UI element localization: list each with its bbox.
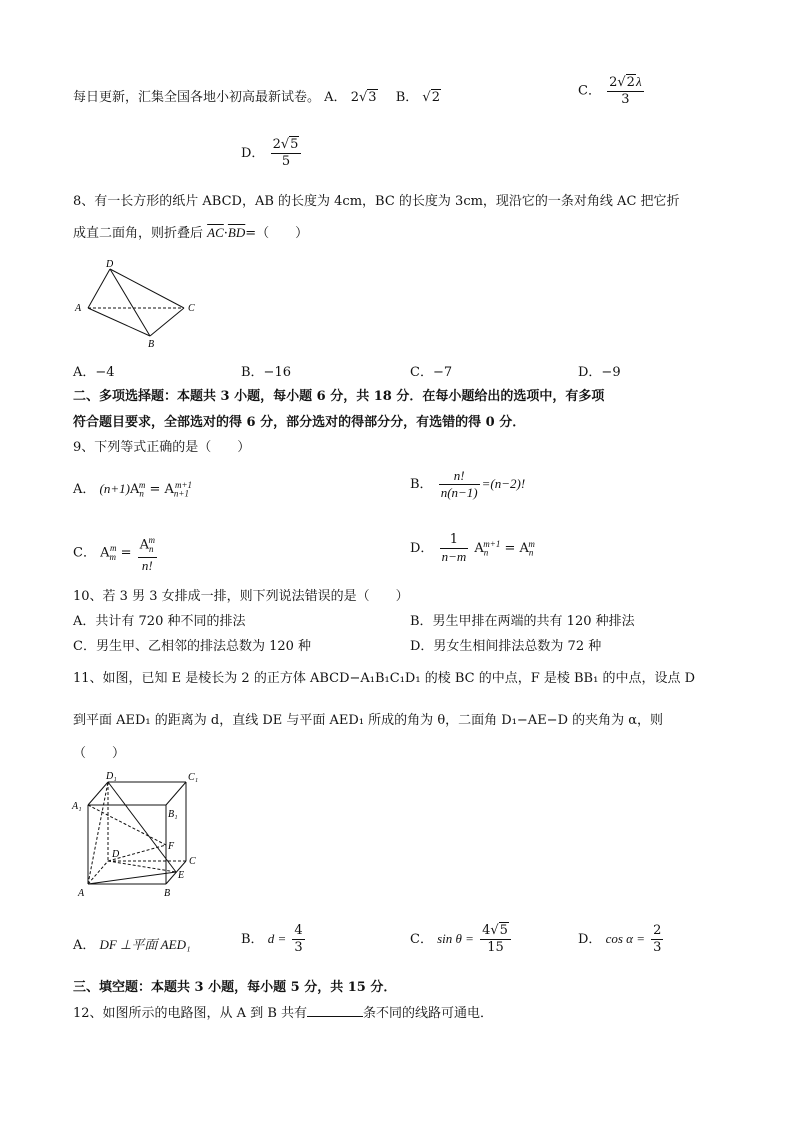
label-c: C	[189, 856, 196, 867]
q8-option-a: A．−4	[73, 365, 115, 380]
q11-option-d: D． cos α = $\frac{2}{3}$	[578, 923, 662, 955]
q11-line2: 到平面 AED₁ 的距离为 d，直线 DE 与平面 AED₁ 所成的角为 θ，二面角 D₁−AE−D 的夹角为 α，则	[73, 713, 664, 728]
section3-heading: 三、填空题：本题共 3 小题，每小题 5 分，共 15 分．	[73, 980, 397, 995]
q8-line2: 成直二面角，则折叠后 $\overline{AC}\cdot\overline{BD}=$（ ）	[73, 225, 309, 241]
q9-option-d: D． $\frac{1}{n-m}$ $A_n^{m+1} = A_n^m$	[410, 532, 535, 564]
label-d: D	[106, 259, 114, 270]
label-b: B	[148, 339, 155, 350]
q9-option-a: A． $(n+1)A_n^m = A_{n+1}^{m+1}$	[73, 479, 193, 499]
edge-ad	[88, 269, 110, 308]
q12-answer-blank[interactable]	[307, 1004, 363, 1017]
edge-bc	[150, 308, 184, 336]
label-f: F	[168, 841, 175, 852]
q10-option-c: C．男生甲、乙相邻的排法总数为 120 种	[73, 639, 312, 654]
q11-line3: （ ）	[73, 746, 126, 761]
q10-option-d: D．男女生相间排法总数为 72 种	[410, 639, 602, 654]
q10-option-a: A．共计有 720 种不同的排法	[73, 614, 246, 629]
edge-ab	[88, 308, 150, 336]
q11-line1: 11、如图，已知 E 是棱长为 2 的正方体 ABCD−A₁B₁C₁D₁ 的棱 BC 的中点，F 是棱 BB₁ 的中点，设点 D	[73, 671, 695, 686]
label-b1: B₁	[168, 809, 178, 820]
q9-stem: 9、下列等式正确的是（ ）	[73, 440, 251, 455]
q8-line1: 8、有一长方形的纸片 ABCD，AB 的长度为 4cm，BC 的长度为 3cm，现沿它的一条对角线 AC 把它折	[73, 194, 680, 209]
label-a: A	[78, 888, 85, 899]
label-c1: C₁	[188, 772, 199, 783]
section2-heading-line1: 二、多项选择题：本题共 3 小题，每小题 6 分，共 18 分．在每小题给出的选项中，有多项	[73, 389, 605, 404]
q8-figure	[70, 258, 210, 350]
label-d: D	[112, 849, 120, 860]
segment-ae	[88, 872, 176, 884]
section2-heading-line2: 符合题目要求，全部选对的得 6 分，部分选对的得部分分，有选错的得 0 分．	[73, 415, 526, 430]
q7-option-d: D． $\frac{2√5}{5}$	[241, 137, 303, 170]
label-a: A	[75, 303, 82, 314]
q7-lead: 每日更新，汇集全国各地小初高最新试卷。	[73, 90, 321, 105]
segment-ad1-hidden	[88, 782, 108, 884]
q9-option-b: B． $\frac{n!}{n(n-1)}$ =(n−2)!	[410, 468, 526, 500]
q7-option-a: A． 2√3	[324, 90, 377, 105]
label-a1: A₁	[72, 801, 82, 812]
q7-option-c: C． $\frac{2√2\lambda}{3}$	[578, 74, 642, 107]
q10-stem: 10、若 3 男 3 女排成一排，则下列说法错误的是（ ）	[73, 589, 409, 604]
q9-option-c: C． $A_m^m$ = $\frac{A_n^m}{n!}$	[73, 532, 159, 574]
label-d1: D₁	[106, 771, 117, 782]
q8-option-b: B．−16	[241, 365, 291, 380]
q12-line: 12、如图所示的电路图，从 A 到 B 共有 条不同的线路可通电．	[73, 1006, 494, 1021]
label-e: E	[178, 870, 185, 881]
label-b: B	[164, 888, 171, 899]
q8-option-d: D．−9	[578, 365, 621, 380]
q11-cube-figure	[68, 768, 208, 902]
q7-line	[73, 86, 441, 105]
q8-option-c: C．−7	[410, 365, 453, 380]
q11-option-b: B． d = $\frac{4}{3}$	[241, 923, 303, 955]
edge-a1d1	[88, 782, 108, 805]
q11-option-a: A． DF ⊥平面 AED₁	[73, 937, 191, 953]
edge-ad-hidden	[88, 861, 108, 884]
q7-option-b: B． √2	[395, 90, 440, 105]
label-c: C	[188, 303, 195, 314]
edge-b1c1	[166, 782, 186, 805]
q11-option-c: C． sin θ = $\frac{4√5}{15}$	[410, 923, 513, 956]
q10-option-b: B．男生甲排在两端的共有 120 种排法	[410, 614, 635, 629]
